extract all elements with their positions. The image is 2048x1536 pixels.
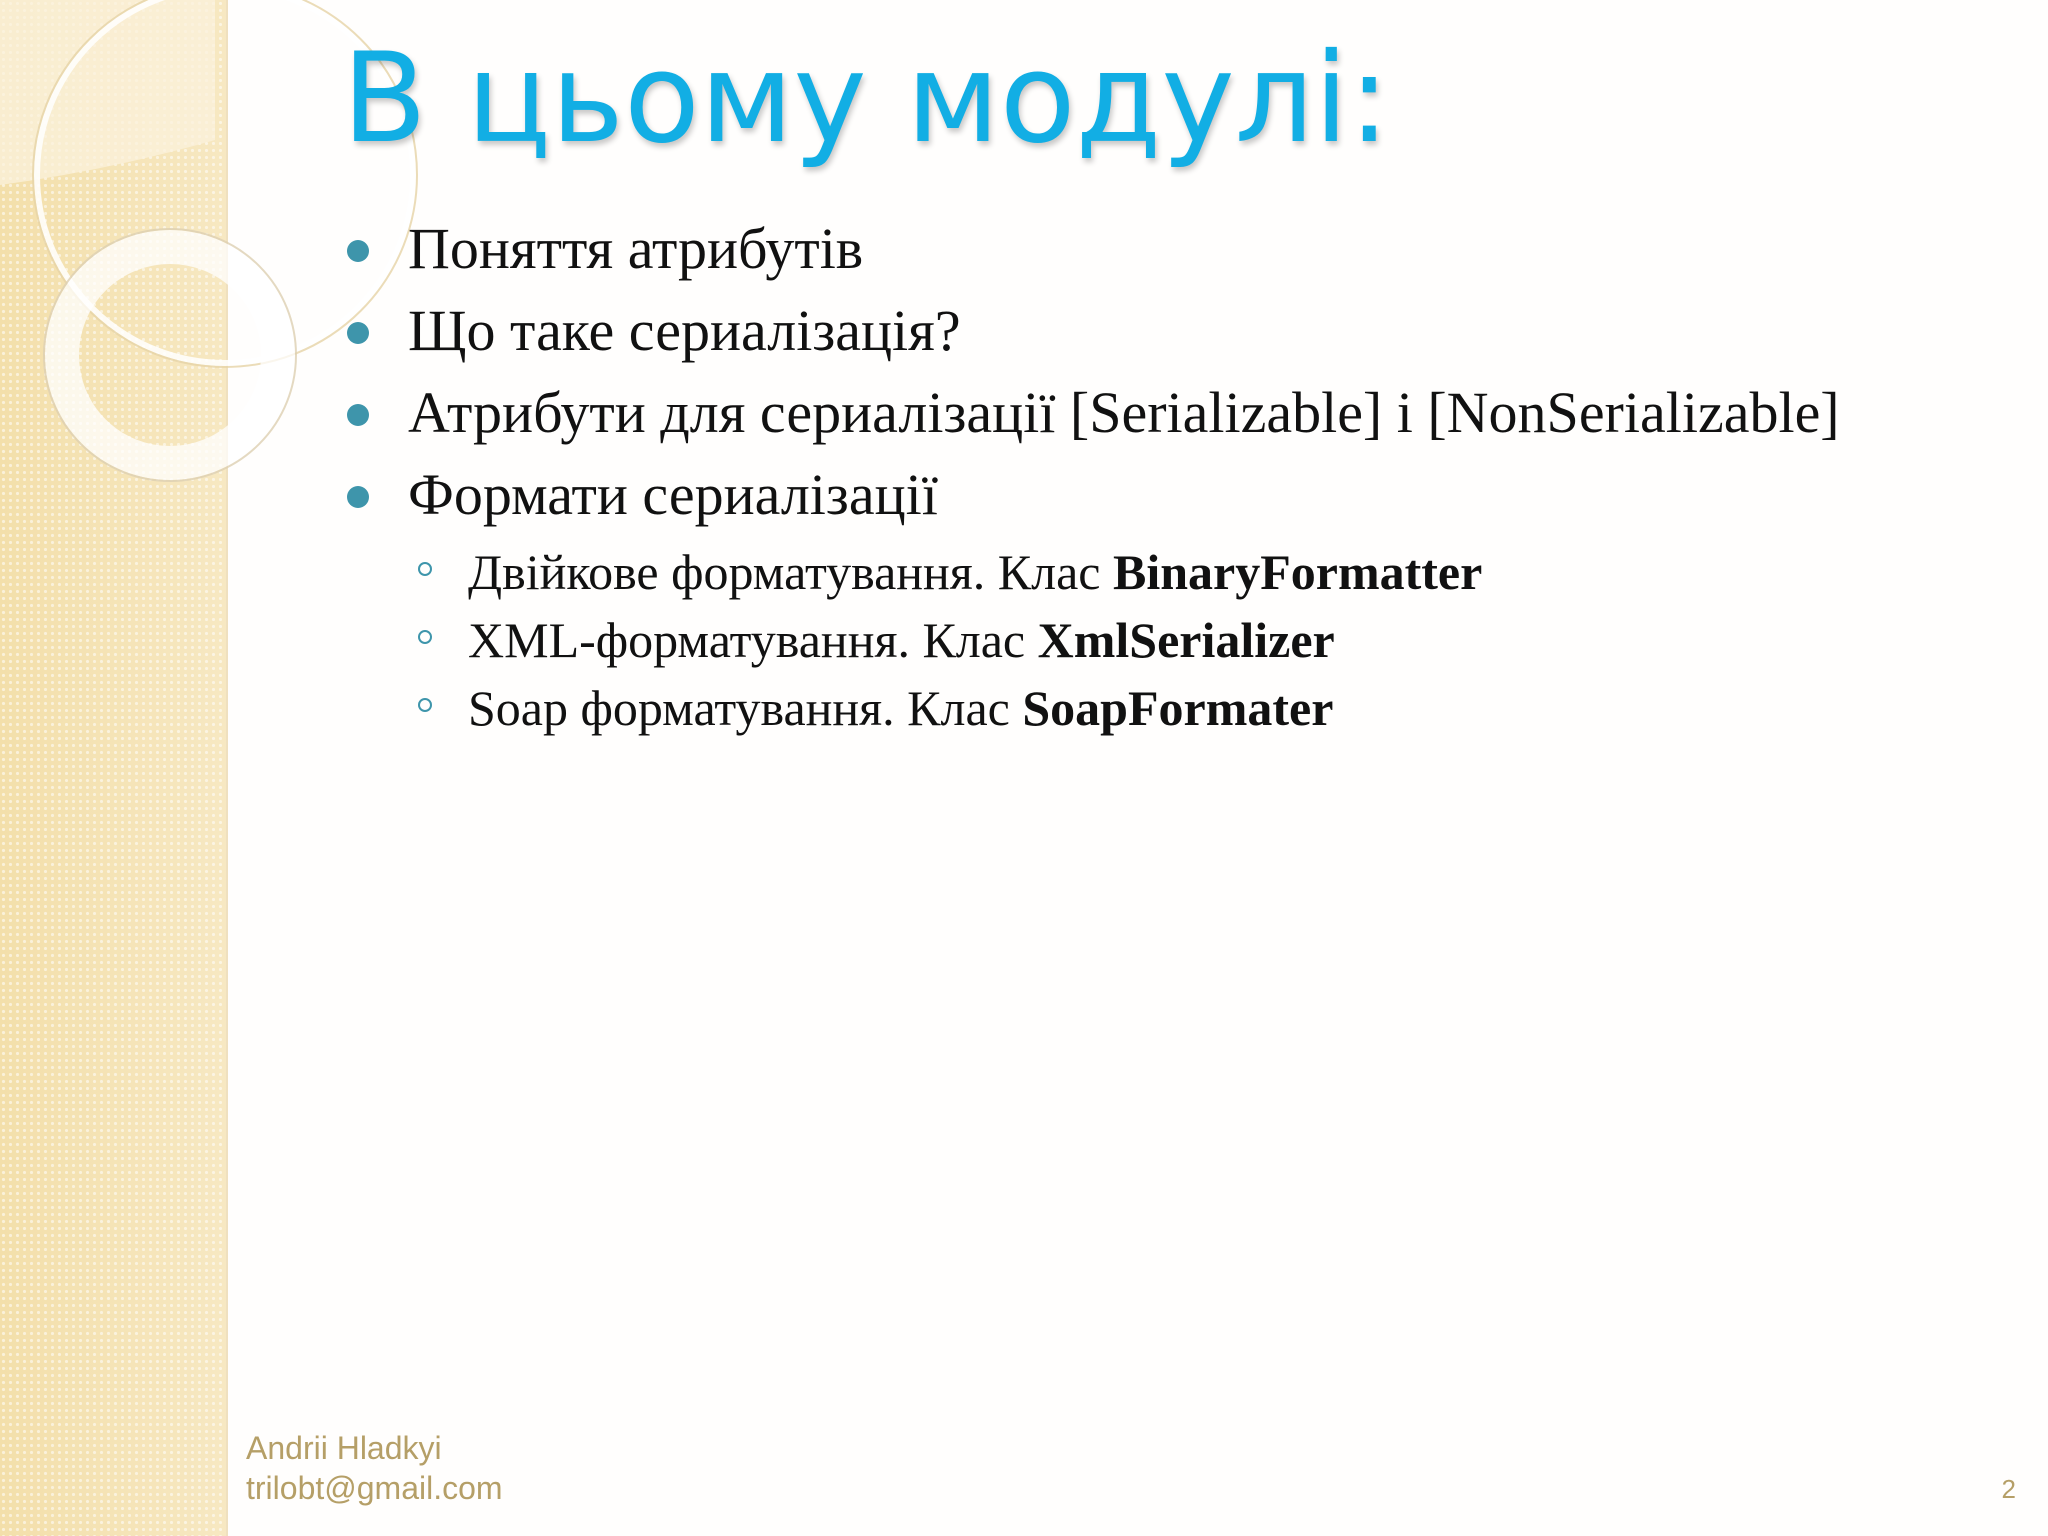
footer-author: Andrii Hladkyi xyxy=(246,1430,442,1466)
class-name: SoapFormater xyxy=(1022,680,1334,736)
list-item xyxy=(342,208,1962,290)
sub-list-item xyxy=(342,606,1962,674)
page-number: 2 xyxy=(2001,1474,2016,1504)
class-name: BinaryFormatter xyxy=(1113,544,1483,600)
sub-item-text: XML-форматування. Клас xyxy=(468,612,1038,668)
bullet-dot-icon xyxy=(347,240,369,262)
bullet-dot-icon xyxy=(347,404,369,426)
class-name: XmlSerializer xyxy=(1037,612,1335,668)
footer xyxy=(246,1428,503,1508)
sub-item-text: Soap форматування. Клас xyxy=(468,680,1023,736)
bullet-dot-icon xyxy=(347,486,369,508)
bullet-ring-icon xyxy=(418,630,432,644)
list-item xyxy=(342,372,1962,454)
bullet-ring-icon xyxy=(418,698,432,712)
bullet-ring-icon xyxy=(418,562,432,576)
list-item xyxy=(342,290,1962,372)
list-item-text: Атрибути для сериалізації [Serializable] і [NonSerializable] xyxy=(408,380,1840,445)
slide-title: В цьому модулі: xyxy=(342,27,1391,171)
list-item-text: Формати сериалізації xyxy=(408,462,938,527)
list-item-text: Що таке сериалізація? xyxy=(408,298,961,363)
sub-item-text: Двійкове форматування. Клас xyxy=(468,544,1113,600)
list-item xyxy=(342,454,1962,536)
sub-list-item xyxy=(342,538,1962,606)
footer-email: trilobt@gmail.com xyxy=(246,1470,503,1506)
bullet-dot-icon xyxy=(347,322,369,344)
bullet-list xyxy=(342,208,1962,742)
sub-list-item xyxy=(342,674,1962,742)
list-item-text: Поняття атрибутів xyxy=(408,216,864,281)
